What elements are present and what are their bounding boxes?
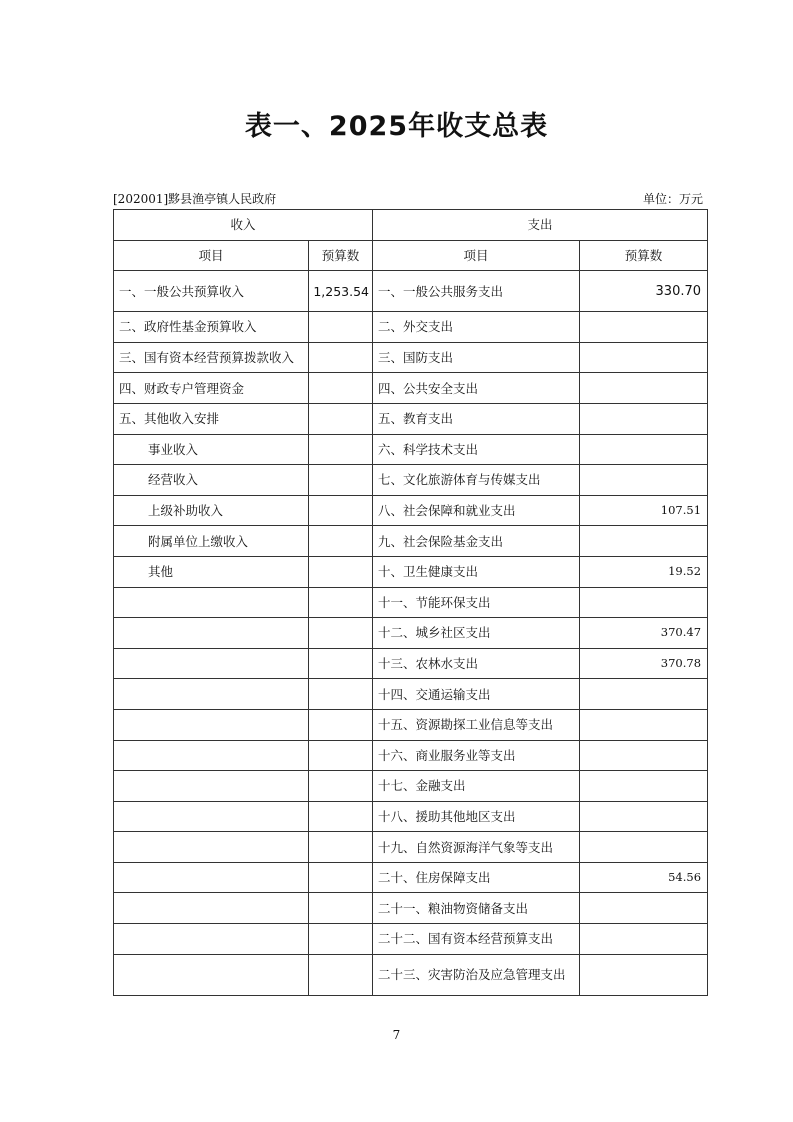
table-row xyxy=(114,403,708,434)
table-row xyxy=(114,526,708,557)
income-value-cell xyxy=(309,587,373,618)
expenditure-value-cell: 330.70 xyxy=(580,271,708,312)
table-row xyxy=(114,373,708,404)
expenditure-item-cell: 十二、城乡社区支出 xyxy=(373,618,580,649)
income-section-header: 收入 xyxy=(114,210,373,241)
income-value-cell xyxy=(309,740,373,771)
expenditure-item-cell: 十一、节能环保支出 xyxy=(373,587,580,618)
table-row xyxy=(114,312,708,343)
income-value-cell xyxy=(309,434,373,465)
income-value-cell xyxy=(309,373,373,404)
unit-label: 单位：万元 xyxy=(642,192,703,206)
table-row xyxy=(114,709,708,740)
expenditure-value-cell xyxy=(580,342,708,373)
expenditure-item-cell: 十三、农林水支出 xyxy=(373,648,580,679)
income-value-cell xyxy=(309,526,373,557)
table-row xyxy=(114,587,708,618)
table-row xyxy=(114,495,708,526)
income-item-cell xyxy=(114,893,309,924)
expenditure-value-cell xyxy=(580,312,708,343)
income-value-cell xyxy=(309,648,373,679)
table-row xyxy=(114,924,708,955)
income-item-cell: 一、一般公共预算收入 xyxy=(114,271,309,312)
income-item-cell xyxy=(114,587,309,618)
income-value-cell xyxy=(309,771,373,802)
expenditure-item-cell: 十七、金融支出 xyxy=(373,771,580,802)
income-item-cell xyxy=(114,924,309,955)
income-item-cell: 三、国有资本经营预算拨款收入 xyxy=(114,342,309,373)
income-budget-header: 预算数 xyxy=(309,240,373,271)
expenditure-item-cell: 二十二、国有资本经营预算支出 xyxy=(373,924,580,955)
expenditure-value-cell xyxy=(580,587,708,618)
expenditure-value-cell: 19.52 xyxy=(580,556,708,587)
income-item-cell: 上级补助收入 xyxy=(114,495,309,526)
expenditure-item-cell: 二十、住房保障支出 xyxy=(373,862,580,893)
income-value-cell: 1,253.54 xyxy=(309,271,373,312)
table-row xyxy=(114,648,708,679)
expenditure-value-cell xyxy=(580,771,708,802)
income-item-cell: 二、政府性基金预算收入 xyxy=(114,312,309,343)
expenditure-value-cell xyxy=(580,465,708,496)
expenditure-value-cell xyxy=(580,434,708,465)
income-item-cell: 附属单位上缴收入 xyxy=(114,526,309,557)
income-value-cell xyxy=(309,924,373,955)
expenditure-section-header: 支出 xyxy=(373,210,708,241)
table-row xyxy=(114,342,708,373)
table-row xyxy=(114,862,708,893)
expenditure-value-cell: 54.56 xyxy=(580,862,708,893)
income-value-cell xyxy=(309,832,373,863)
income-item-cell xyxy=(114,862,309,893)
income-value-cell xyxy=(309,801,373,832)
income-item-cell xyxy=(114,709,309,740)
income-value-cell xyxy=(309,618,373,649)
expenditure-budget-header: 预算数 xyxy=(580,240,708,271)
expenditure-item-cell: 九、社会保险基金支出 xyxy=(373,526,580,557)
page-title: 表一、2025年收支总表 xyxy=(244,111,549,142)
income-value-cell xyxy=(309,709,373,740)
expenditure-value-cell: 107.51 xyxy=(580,495,708,526)
income-item-cell xyxy=(114,771,309,802)
table-row xyxy=(114,434,708,465)
expenditure-item-cell: 十五、资源勘探工业信息等支出 xyxy=(373,709,580,740)
income-value-cell xyxy=(309,312,373,343)
income-value-cell xyxy=(309,556,373,587)
expenditure-value-cell xyxy=(580,403,708,434)
table-row xyxy=(114,556,708,587)
income-value-cell xyxy=(309,495,373,526)
income-item-cell: 其他 xyxy=(114,556,309,587)
expenditure-item-cell: 十、卫生健康支出 xyxy=(373,556,580,587)
income-item-cell: 四、财政专户管理资金 xyxy=(114,373,309,404)
income-value-cell xyxy=(309,465,373,496)
income-value-cell xyxy=(309,403,373,434)
header-row-sections xyxy=(114,210,708,241)
table-row xyxy=(114,465,708,496)
expenditure-value-cell xyxy=(580,801,708,832)
table-row xyxy=(114,271,708,312)
expenditure-item-cell: 十九、自然资源海洋气象等支出 xyxy=(373,832,580,863)
income-item-cell xyxy=(114,648,309,679)
income-item-cell xyxy=(114,740,309,771)
income-item-cell: 经营收入 xyxy=(114,465,309,496)
table-row xyxy=(114,618,708,649)
income-item-cell xyxy=(114,954,309,995)
table-row xyxy=(114,832,708,863)
expenditure-value-cell xyxy=(580,893,708,924)
expenditure-item-cell: 十八、援助其他地区支出 xyxy=(373,801,580,832)
income-item-cell: 事业收入 xyxy=(114,434,309,465)
income-value-cell xyxy=(309,954,373,995)
income-item-cell xyxy=(114,618,309,649)
table-row xyxy=(114,801,708,832)
income-item-header: 项目 xyxy=(114,240,309,271)
table-row xyxy=(114,679,708,710)
expenditure-value-cell xyxy=(580,954,708,995)
income-item-cell: 五、其他收入安排 xyxy=(114,403,309,434)
expenditure-value-cell xyxy=(580,709,708,740)
expenditure-item-cell: 二、外交支出 xyxy=(373,312,580,343)
expenditure-item-header: 项目 xyxy=(373,240,580,271)
budget-summary-table xyxy=(113,209,708,996)
table-row xyxy=(114,740,708,771)
table-row xyxy=(114,771,708,802)
expenditure-item-cell: 六、科学技术支出 xyxy=(373,434,580,465)
income-value-cell xyxy=(309,342,373,373)
page-number: 7 xyxy=(392,1028,401,1042)
expenditure-value-cell xyxy=(580,924,708,955)
table-row xyxy=(114,954,708,995)
expenditure-value-cell xyxy=(580,373,708,404)
organization-label: [202001]黟县渔亭镇人民政府 xyxy=(113,192,277,206)
income-item-cell xyxy=(114,801,309,832)
expenditure-value-cell xyxy=(580,526,708,557)
income-item-cell xyxy=(114,832,309,863)
expenditure-value-cell: 370.47 xyxy=(580,618,708,649)
expenditure-item-cell: 五、教育支出 xyxy=(373,403,580,434)
expenditure-value-cell: 370.78 xyxy=(580,648,708,679)
expenditure-item-cell: 四、公共安全支出 xyxy=(373,373,580,404)
expenditure-value-cell xyxy=(580,740,708,771)
table-row xyxy=(114,893,708,924)
income-value-cell xyxy=(309,862,373,893)
income-value-cell xyxy=(309,893,373,924)
income-item-cell xyxy=(114,679,309,710)
expenditure-item-cell: 二十三、灾害防治及应急管理支出 xyxy=(373,954,580,995)
expenditure-item-cell: 一、一般公共服务支出 xyxy=(373,271,580,312)
expenditure-item-cell: 十四、交通运输支出 xyxy=(373,679,580,710)
expenditure-item-cell: 八、社会保障和就业支出 xyxy=(373,495,580,526)
header-row-columns xyxy=(114,240,708,271)
expenditure-item-cell: 二十一、粮油物资储备支出 xyxy=(373,893,580,924)
expenditure-item-cell: 三、国防支出 xyxy=(373,342,580,373)
expenditure-value-cell xyxy=(580,832,708,863)
expenditure-value-cell xyxy=(580,679,708,710)
expenditure-item-cell: 七、文化旅游体育与传媒支出 xyxy=(373,465,580,496)
table-meta xyxy=(113,190,707,208)
income-value-cell xyxy=(309,679,373,710)
expenditure-item-cell: 十六、商业服务业等支出 xyxy=(373,740,580,771)
